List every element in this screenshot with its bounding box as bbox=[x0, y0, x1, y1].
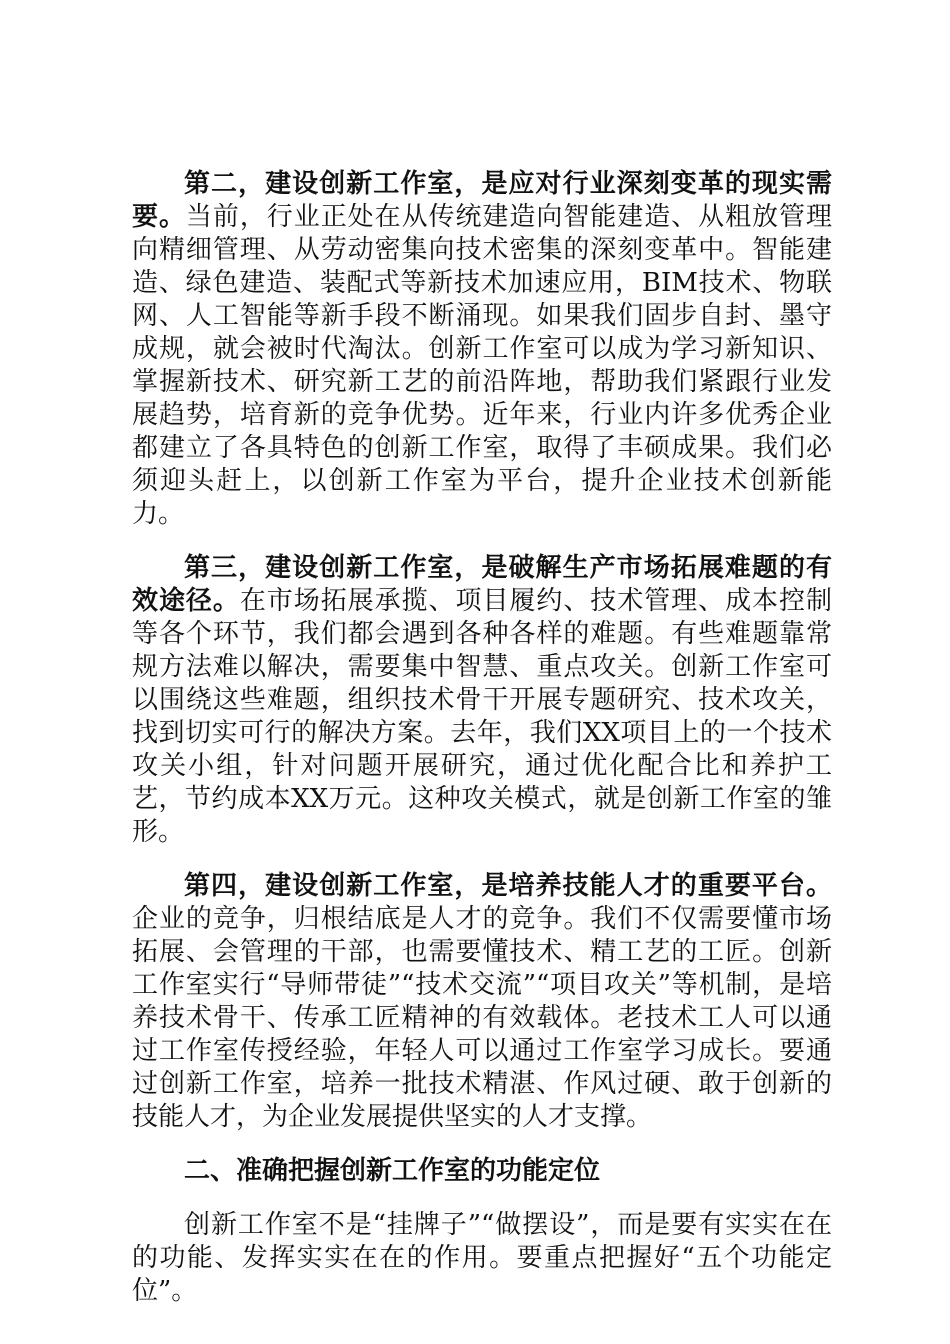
paragraph-body: 当前，行业正处在从传统建造向智能建造、从粗放管理向精细管理、从劳动密集向技术密集的深刻变革中。智能建造、绿色建造、装配式等新技术加速应用，BIM技术、物联网、人工智能等新手段不断涌现。如果我们固步自封、墨守成规，就会被时代淘汰。创新工作室可以成为学习新知识、掌握新技术、研究新工艺的前沿阵地，帮助我们紧跟行业发展趋势，培育新的竞争优势。近年来，行业内许多优秀企业都建立了各具特色的创新工作室，取得了丰硕成果。我们必须迎头赶上，以创新工作室为平台，提升企业技术创新能力。 bbox=[132, 202, 832, 529]
paragraph-third-point bbox=[132, 552, 832, 849]
paragraph-body: 在市场拓展承揽、项目履约、技术管理、成本控制等各个环节，我们都会遇到各种各样的难题。有些难题靠常规方法难以解决，需要集中智慧、重点攻关。创新工作室可以围绕这些难题，组织技术骨干开展专题研究、技术攻关，找到切实可行的解决方案。去年，我们XX项目上的一个技术攻关小组，针对问题开展研究，通过优化配合比和养护工艺，节约成本XX万元。这种攻关模式，就是创新工作室的雏形。 bbox=[132, 586, 832, 847]
section-heading: 二、准确把握创新工作室的功能定位 bbox=[184, 1156, 601, 1186]
paragraph-lead: 第三，建设创新工作室，是破解生产市场拓展难题的有效途径。 bbox=[132, 553, 832, 616]
paragraph-second-point bbox=[132, 168, 832, 531]
paragraph-fourth-point bbox=[132, 870, 832, 1134]
paragraph-body: 企业的竞争，归根结底是人才的竞争。我们不仅需要懂市场拓展、会管理的干部，也需要懂技术、精工艺的工匠。创新工作室实行“导师带徒”“技术交流”“项目攻关”等机制，是培养技术骨干、传承工匠精神的有效载体。老技术工人可以通过工作室传授经验，年轻人可以通过工作室学习成长。要通过创新工作室，培养一批技术精湛、作风过硬、敢于创新的技能人才，为企业发展提供坚实的人才支撑。 bbox=[132, 904, 832, 1132]
paragraph-lead: 第二，建设创新工作室，是应对行业深刻变革的现实需要。 bbox=[132, 169, 832, 232]
paragraph-lead: 第四，建设创新工作室，是培养技能人才的重要平台。 bbox=[184, 871, 832, 901]
closing-paragraph: 创新工作室不是“挂牌子”“做摆设”，而是要有实实在在的功能、发挥实实在在的作用。要重点把握好“五个功能定位”。 bbox=[132, 1210, 832, 1306]
document-page bbox=[132, 168, 832, 1329]
